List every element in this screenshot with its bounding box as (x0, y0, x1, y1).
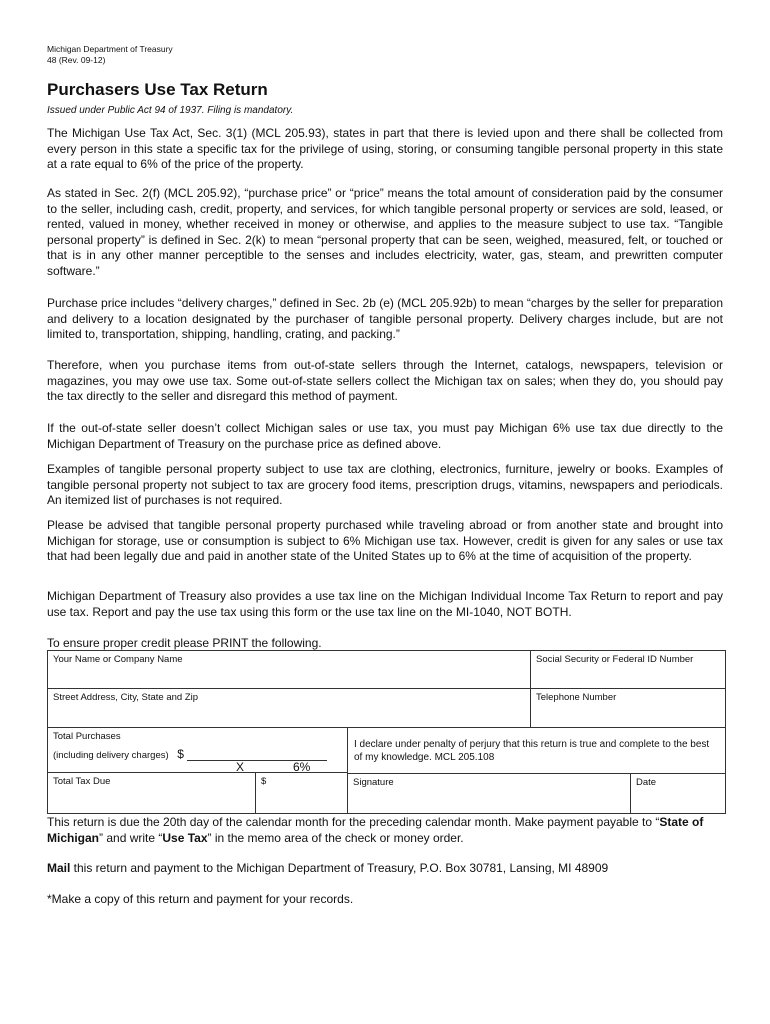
ssn-field[interactable] (531, 651, 725, 689)
address-label: Street Address, City, State and Zip (53, 692, 199, 703)
ssn-label: Social Security or Federal ID Number (536, 654, 694, 665)
date-field[interactable] (631, 773, 725, 813)
total-tax-field[interactable] (48, 773, 256, 813)
paragraph-use-tax-act: The Michigan Use Tax Act, Sec. 3(1) (MCL 205.93), states in part that there is levied upon and there shall be collected from every person in this state a specific tax for the privilege of using, storing, or consuming tangible personal property in this state at a rate equal to 6% of the price of the property. (47, 126, 723, 172)
page-subtitle: Issued under Public Act 94 of 1937. Filing is mandatory. (47, 105, 294, 116)
tax-dollar-sign: $ (261, 776, 267, 787)
declaration-box (348, 728, 725, 773)
date-label: Date (636, 777, 657, 788)
due-text-middle: ” and write “ (99, 830, 163, 845)
tax-rate: 6% (293, 760, 311, 774)
mailing-instructions (47, 861, 727, 877)
paragraph-seller-no-collect: If the out-of-state seller doesn’t collect Michigan sales or use tax, you must pay Michigan 6% use tax due directly to the Michigan Department of Treasury on the purchase price as defined above. (47, 421, 723, 451)
paragraph-out-of-state: Therefore, when you purchase items from out-of-state sellers through the Internet, catalogs, newspapers, television or magazines, you may owe use tax. Some out-of-state sellers collect the Michigan tax on sales; when they do, you should pay the tax directly to the seller and disregard this method of payment. (47, 358, 723, 404)
mail-bold: Mail (47, 861, 71, 875)
tax-return-form (47, 650, 726, 814)
total-purchases-field[interactable] (48, 728, 348, 773)
declaration-text: I declare under penalty of perjury that this return is true and complete to the best of my knowledge. MCL 205.108 (354, 739, 710, 763)
form-intro: To ensure proper credit please PRINT the following. (47, 636, 322, 650)
phone-field[interactable] (531, 689, 725, 728)
paragraph-traveling: Please be advised that tangible personal property purchased while traveling abroad or from another state and brought into Michigan for storage, use or consumption is subject to 6% Michigan use tax. However, credit is given for any sales or use tax that had been legally due and paid in another state of the United States up to 6% at the time of acquisition of the property. (47, 518, 723, 564)
paragraph-delivery-charges: Purchase price includes “delivery charges,” defined in Sec. 2b (e) (MCL 205.92b) to mean “charges by the seller for preparation and delivery to a location designated by the purchaser of tangible personal property. Delivery charges include, but are not limited to, transportation, shipping, handling, crating, and packing.” (47, 296, 723, 342)
payee-name: State of Michigan (47, 815, 704, 845)
name-field[interactable] (48, 651, 531, 689)
paragraph-mi1040: Michigan Department of Treasury also provides a use tax line on the Michigan Individual Income Tax Return to report and pay use tax. Report and pay the use tax using this form or the use tax line on the MI-1040, NOT BOTH. (47, 589, 723, 619)
paragraph-purchase-price: As stated in Sec. 2(f) (MCL 205.92), “purchase price” or “price” means the total amount of consideration paid by the consumer to the seller, including cash, credit, property, and services, for which tangible personal property or services are sold, leased, or rented, valued in money, whether received in money or otherwise, and applies to the measure subject to use tax. “Tangible personal property” is defined in Sec. 2(k) to mean “personal property that can be seen, weighed, measured, felt, or touched or that is in any other manner perceptible to the senses and includes electricity, water, gas, steam, and prewritten computer software.” (47, 186, 723, 278)
mail-address: this return and payment to the Michigan Department of Treasury, P.O. Box 30781, Lansing, MI 48909 (70, 861, 609, 875)
multiply-sign: X (236, 760, 245, 774)
paragraph-examples: Examples of tangible personal property subject to use tax are clothing, electronics, furniture, jewelry or books. Examples of tangible personal property not subject to tax are grocery food items, prescription drugs, vitamins, newspapers and periodicals. An itemized list of purchases is not required. (47, 462, 723, 508)
phone-label: Telephone Number (536, 692, 617, 703)
address-field[interactable] (48, 689, 531, 728)
signature-field[interactable] (348, 773, 631, 813)
name-label: Your Name or Company Name (53, 654, 183, 665)
form-revision: 48 (Rev. 09-12) (47, 55, 106, 65)
copy-note: *Make a copy of this return and payment for your records. (47, 892, 354, 906)
agency-name: Michigan Department of Treasury (47, 44, 173, 54)
form-header (47, 44, 173, 66)
due-text-end: ” in the memo area of the check or money order. (207, 830, 464, 845)
delivery-charges-line (53, 747, 327, 761)
due-text-start: This return is due the 20th day of the calendar month for the preceding calendar month. Make payment payable to “ (47, 815, 660, 829)
signature-label: Signature (353, 777, 394, 788)
total-purchases-label: Total Purchases (53, 731, 121, 742)
tax-amount-field[interactable] (256, 773, 348, 813)
delivery-label: (including delivery charges) (53, 750, 169, 761)
purchases-dollar-sign: $ (177, 747, 184, 761)
page-title: Purchasers Use Tax Return (47, 80, 268, 99)
memo-text: Use Tax (162, 830, 208, 845)
due-date-instructions (47, 815, 727, 846)
total-tax-label: Total Tax Due (53, 776, 111, 787)
